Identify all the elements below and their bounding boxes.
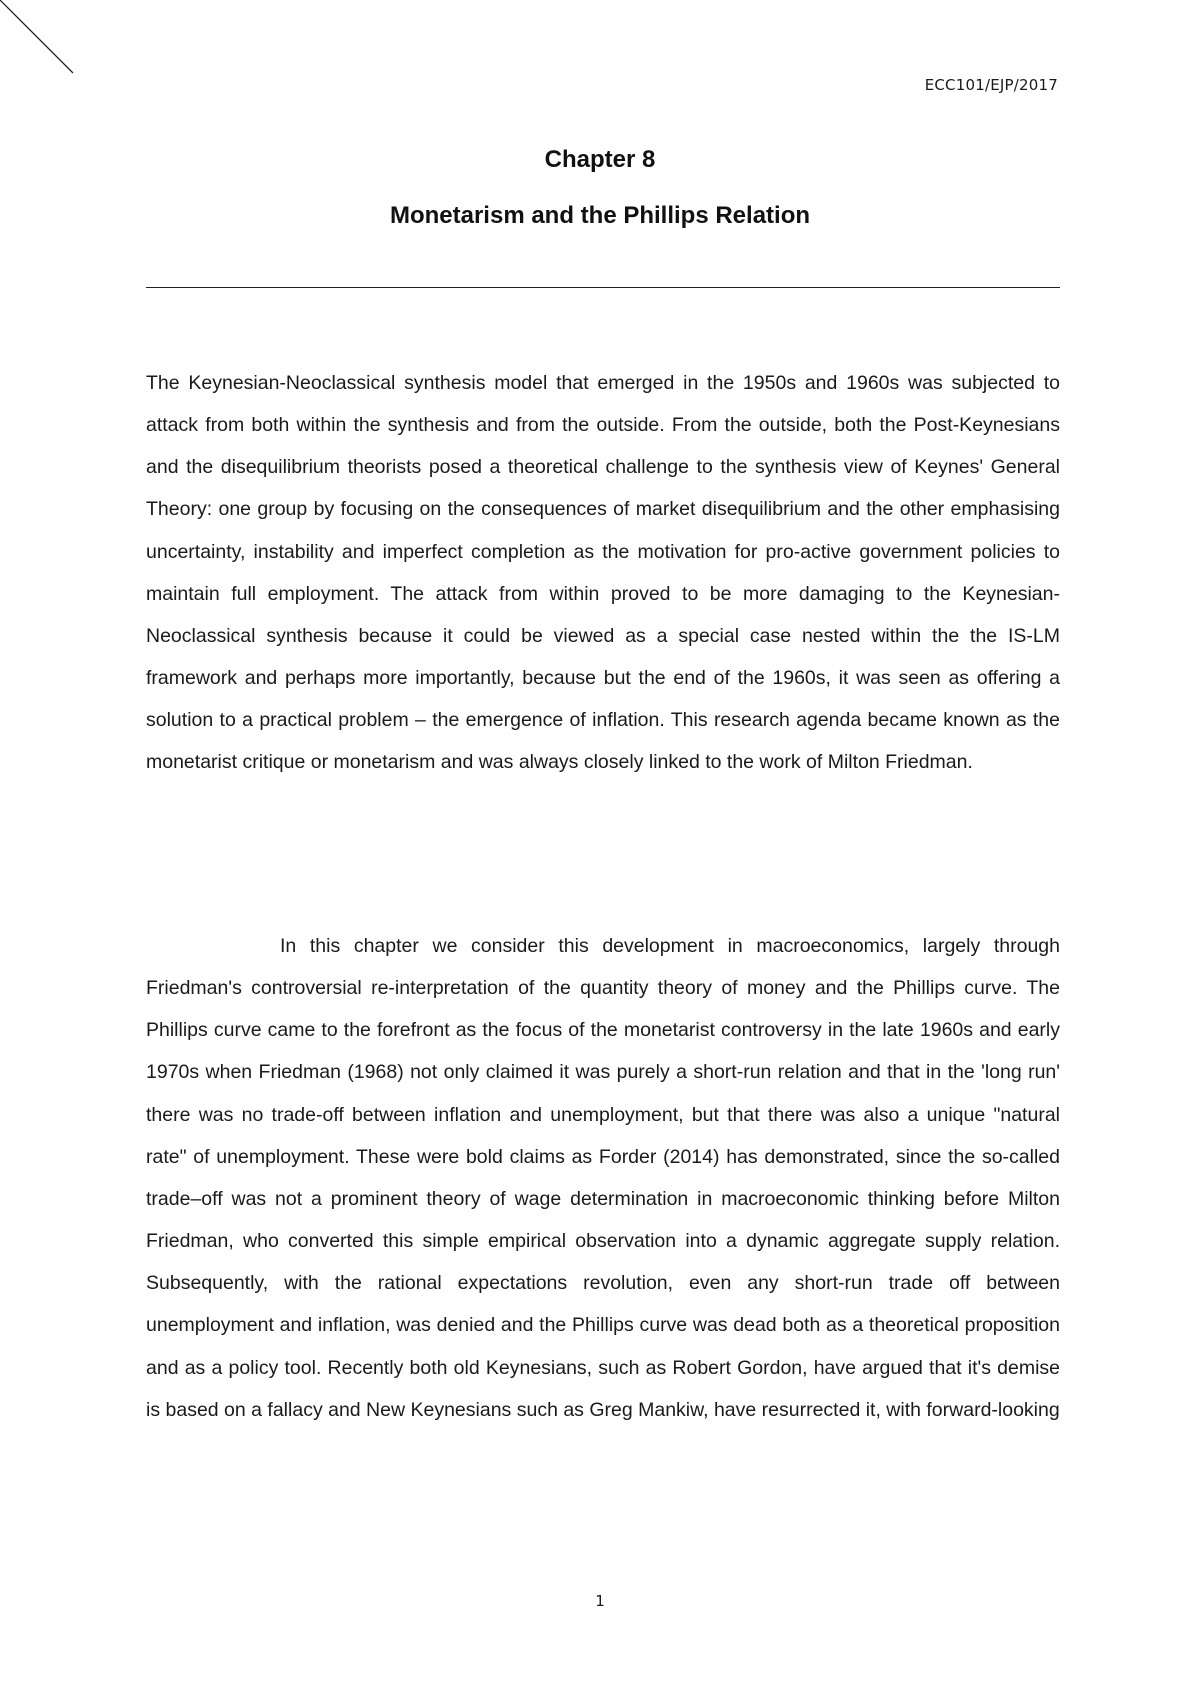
paragraph-intro: The Keynesian-Neoclassical synthesis model that emerged in the 1950s and 1960s was subjected to attack from both within the synthesis and from the outside. From the outside, both the Post-Keynesians and the disequilibrium theorists posed a theoretical challenge to the synthesis view of Keynes' General Theory: one group by focusing on the consequences of market disequilibrium and the other emphasising uncertainty, instability and imperfect completion as the motivation for pro-active government policies to maintain full employment. The attack from within proved to be more damaging to the Keynesian-Neoclassical synthesis because it could be viewed as a special case nested within the the IS-LM framework and perhaps more importantly, because but the end of the 1960s, it was seen as offering a solution to a practical problem – the emergence of inflation. This research agenda became known as the monetarist critique or monetarism and was always closely linked to the work of Milton Friedman. bbox=[146, 372, 1060, 774]
chapter-number: Chapter 8 bbox=[544, 146, 656, 173]
chapter-title: Monetarism and the Phillips Relation bbox=[389, 202, 811, 229]
document-code: ECC101/EJP/2017 bbox=[924, 76, 1058, 94]
page-number: 1 bbox=[595, 1592, 605, 1610]
corner-diagonal-line bbox=[0, 0, 80, 80]
paragraph-chapter-overview: In this chapter we consider this development in macroeconomics, largely through Friedman's controversial re-interpretation of the quantity theory of money and the Phillips curve. The Phillips curve came to the forefront as the focus of the monetarist controversy in the late 1960s and early 1970s when Friedman (1968) not only claimed it was purely a short-run relation and that in the 'long run' there was no trade-off between inflation and unemployment, but that there was also a unique "natural rate" of unemployment. These were bold claims as Forder (2014) has demonstrated, since the so-called trade–off was not a prominent theory of wage determination in macroeconomic thinking before Milton Friedman, who converted this simple empirical observation into a dynamic aggregate supply relation. Subsequently, with the rational expectations revolution, even any short-run trade off between unemployment and inflation, was denied and the Phillips curve was dead both as a theoretical proposition and as a policy tool. Recently both old Keynesians, such as Robert Gordon, have argued that it's demise is based on a fallacy and New Keynesians such as Greg Mankiw, have resurrected it, with forward-looking bbox=[146, 935, 1060, 1421]
title-underline-rule bbox=[146, 287, 1060, 288]
